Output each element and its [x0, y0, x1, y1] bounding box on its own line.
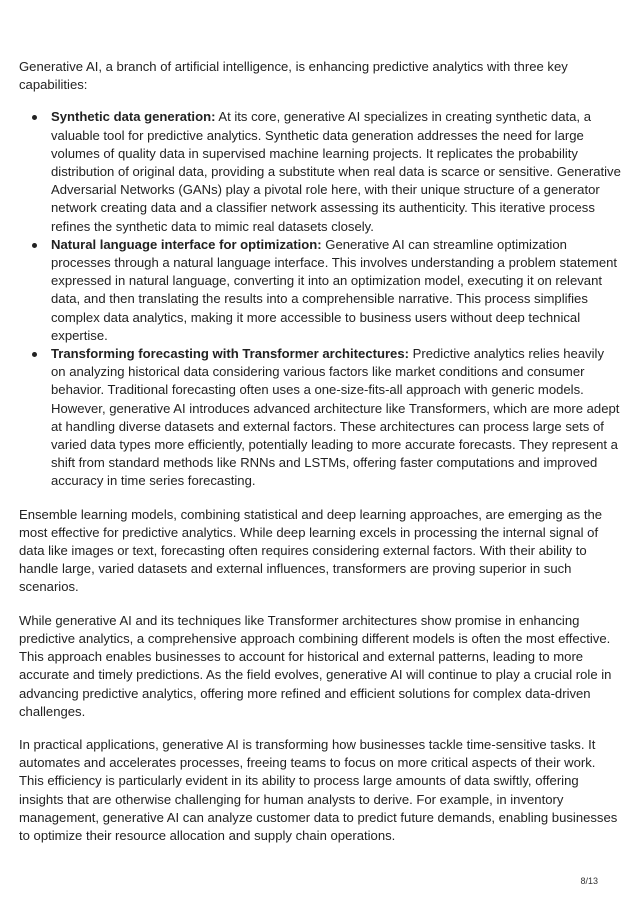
document-body [19, 58, 621, 860]
list-item [19, 345, 621, 491]
body-paragraph: In practical applications, generative AI is transforming how businesses tackle time-sensitive tasks. It automates and accelerates processes, freeing teams to focus on more critical aspects of their work. This efficiency is particularly evident in its ability to process large amounts of data swiftly, offering insights that are otherwise challenging for human analysts to derive. For example, in inventory management, generative AI can analyze customer data to predict future demands, enabling businesses to optimize their resource allocation and supply chain operations. [19, 736, 618, 843]
bullet-title: Natural language interface for optimization: [51, 236, 322, 252]
body-paragraph: Ensemble learning models, combining statistical and deep learning approaches, are emerging as the most effective for predictive analytics. While deep learning excels in processing the internal signal of data like images or text, forecasting often requires considering external factors. With their ability to handle large, varied datasets and external influences, transformers are proving superior in such scenarios. [19, 506, 603, 595]
intro-paragraph: Generative AI, a branch of artificial intelligence, is enhancing predictive analytics with three key capabilities: [19, 59, 568, 93]
page-number: 8/13 [580, 876, 598, 886]
bullet-text: Predictive analytics relies heavily on analyzing historical data considering various factors like market conditions and consumer behavior. Traditional forecasting often uses a one-size-fits-all approach with generic models. However, generative AI introduces advanced architecture like Transformers, which are more adept at handling diverse datasets and external factors. These architectures can process large sets of varied data types more efficiently, potentially leading to more accurate forecasts. They represent a shift from standard methods like RNNs and LSTMs, offering faster computations and improved accuracy in time series forecasting. [51, 346, 620, 489]
bullet-title: Synthetic data generation: [51, 109, 216, 125]
bullet-dot-icon [32, 115, 37, 120]
bullet-dot-icon [32, 352, 37, 357]
bullet-text: At its core, generative AI specializes in creating synthetic data, a valuable tool for predictive analytics. Synthetic data generation addresses the need for large volumes of quality data in supervised machine learning projects. It replicates the probability distribution of original data, providing a substitute when real data is scarce or sensitive. Generative Adversarial Networks (GANs) play a pivotal role here, with their unique structure of a generator network creating data and a classifier network assessing its authenticity. This iterative process refines the synthetic data to mimic real datasets closely. [51, 109, 621, 234]
list-item [19, 236, 621, 345]
bullet-text: Generative AI can streamline optimization processes through a natural language interface. This involves understanding a problem statement expressed in natural language, converting it into an optimization model, executing it on relevant data, and then translating the results into a comprehensible narrative. This process simplifies complex data analytics, making it more accessible to business users without deep technical expertise. [51, 236, 618, 343]
list-item [19, 108, 621, 235]
bullet-title: Transforming forecasting with Transformer architectures: [51, 346, 409, 362]
body-paragraph: While generative AI and its techniques like Transformer architectures show promise in enhancing predictive analytics, a comprehensive approach combining different models is often the most effective. This approach enables businesses to account for historical and external patterns, leading to more accurate and timely predictions. As the field evolves, generative AI will continue to play a crucial role in advancing predictive analytics, offering more refined and efficient solutions for complex data-driven challenges. [19, 612, 612, 719]
bullet-dot-icon [32, 243, 37, 248]
capabilities-list [19, 108, 621, 490]
